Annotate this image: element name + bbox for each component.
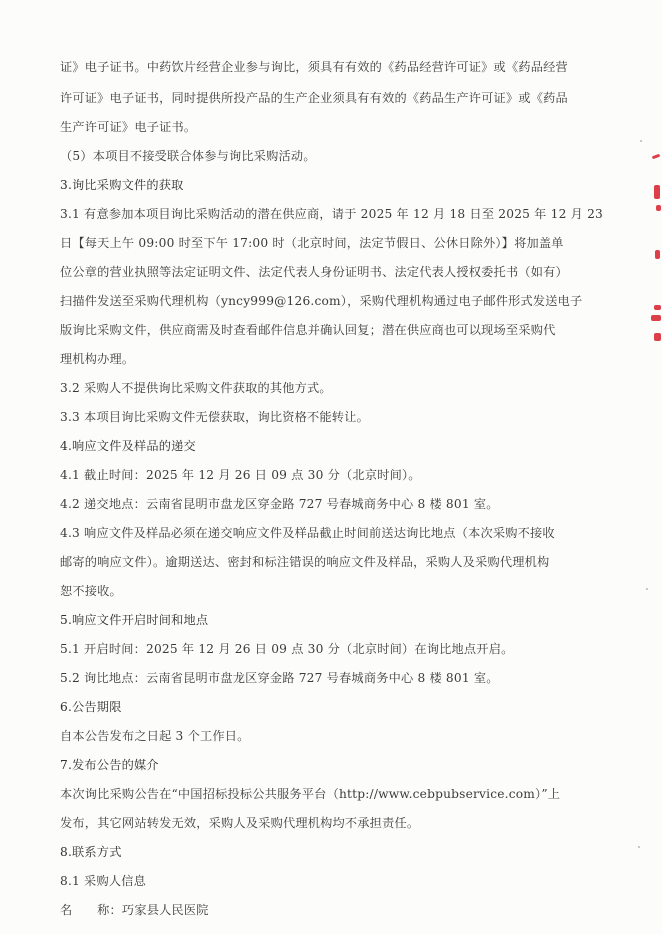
scan-speck [638,846,640,848]
section-heading: 7.发布公告的媒介 [60,758,159,772]
scan-speck [646,588,648,590]
text-line: 4.3 响应文件及样品必须在递交响应文件及样品截止时间前送达询比地点（本次采购不接收 [60,526,555,540]
section-heading: 6.公告期限 [60,700,122,714]
section-heading: 4.响应文件及样品的递交 [60,439,196,453]
text-line: 4.1 截止时间：2025 年 12 月 26 日 09 点 30 分（北京时间）。 [60,468,421,482]
text-line: 3.3 本项目询比采购文件无偿获取，询比资格不能转让。 [60,410,369,424]
section-heading: 8.联系方式 [60,845,122,859]
text-line: 证》电子证书。中药饮片经营企业参与询比，须具有有效的《药品经营许可证》或《药品经营 [60,60,568,74]
text-line: 许可证》电子证书，同时提供所投产品的生产企业须具有有效的《药品生产许可证》或《药品 [60,91,568,105]
section-heading: 5.响应文件开启时间和地点 [60,613,209,627]
text-line: 本次询比采购公告在“中国招标投标公共服务平台（http://www.cebpubservice.com）”上 [60,787,561,801]
text-line: 发布，其它网站转发无效，采购人及采购代理机构均不承担责任。 [60,816,420,830]
text-line: 4.2 递交地点：云南省昆明市盘龙区穿金路 727 号春城商务中心 8 楼 801 室。 [60,497,499,511]
scan-speck [640,140,642,142]
text-line: 名 称：巧家县人民医院 [60,903,209,917]
text-line: 版询比采购文件，供应商需及时查看邮件信息并确认回复；潜在供应商也可以现场至采购代 [60,323,556,337]
text-line: 邮寄的响应文件）。逾期送达、密封和标注错误的响应文件及样品，采购人及采购代理机构 [60,555,550,569]
text-line: 位公章的营业执照等法定证明文件、法定代表人身份证明书、法定代表人授权委托书（如有） [60,265,568,279]
seal-stamp-edge [648,155,662,385]
text-line: 5.2 询比地点：云南省昆明市盘龙区穿金路 727 号春城商务中心 8 楼 801 室。 [60,671,499,685]
text-line: 8.1 采购人信息 [60,874,146,888]
text-line: 3.2 采购人不提供询比采购文件获取的其他方式。 [60,381,332,395]
text-line: 生产许可证》电子证书。 [60,120,197,134]
text-line: 恕不接收。 [60,584,122,598]
section-heading: 3.询比采购文件的获取 [60,178,184,192]
text-line: 扫描件发送至采购代理机构（yncy999@126.com），采购代理机构通过电子邮件形式发送电子 [60,294,583,308]
text-line: 自本公告发布之日起 3 个工作日。 [60,729,250,743]
text-line: 5.1 开启时间：2025 年 12 月 26 日 09 点 30 分（北京时间）在询比地点开启。 [60,642,514,656]
text-line: 3.1 有意参加本项目询比采购活动的潜在供应商，请于 2025 年 12 月 18 日至 2025 年 12 月 23 [60,207,603,221]
text-line: （5）本项目不接受联合体参与询比采购活动。 [60,149,316,163]
text-line: 日【每天上午 09:00 时至下午 17:00 时（北京时间，法定节假日、公休日除外）】将加盖单 [60,236,564,250]
text-line: 理机构办理。 [60,352,135,366]
